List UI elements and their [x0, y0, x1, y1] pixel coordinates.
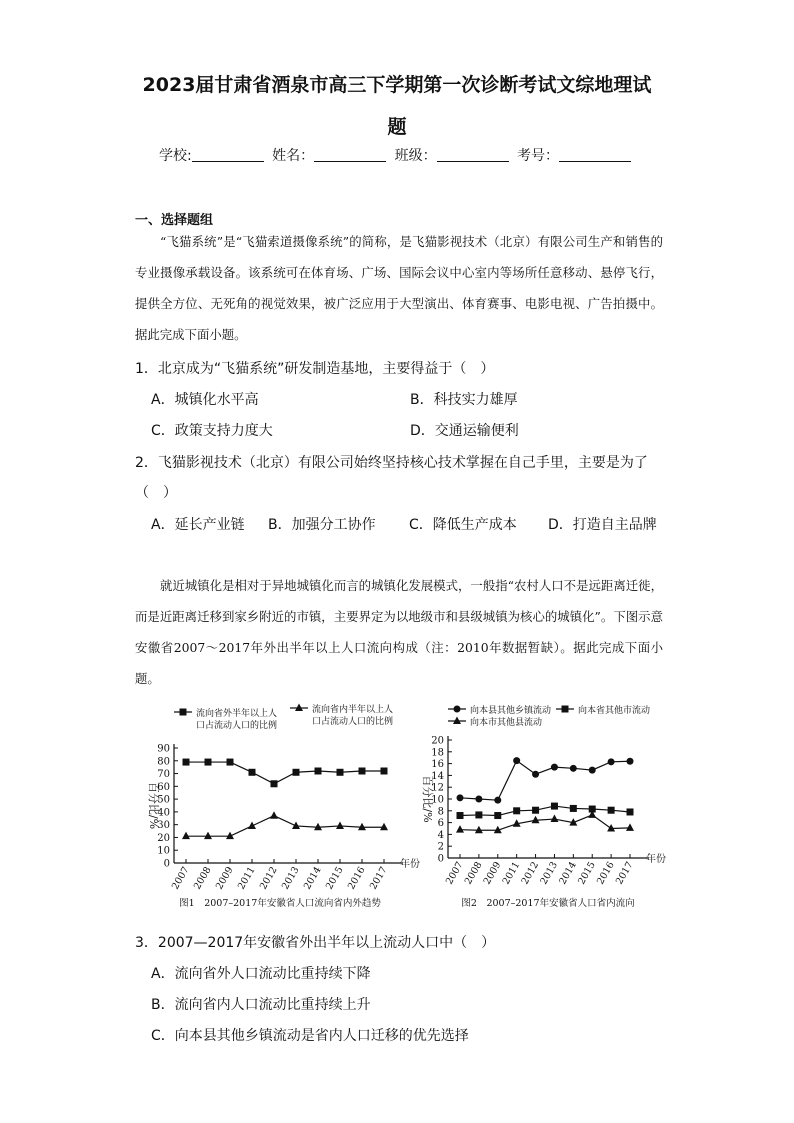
legend-marker-1 — [562, 706, 569, 713]
y-tick-label: 80 — [157, 756, 170, 768]
x-tick-label: 2009 — [213, 865, 236, 892]
q3-option-c[interactable]: C．向本县其他乡镇流动是省内人口迁移的优先选择 — [151, 1028, 469, 1044]
y-tick-label: 12 — [431, 782, 444, 794]
data-point-s0-2013 — [293, 769, 300, 776]
data-point-s2-2016 — [607, 824, 615, 832]
y-tick-label: 14 — [431, 770, 444, 782]
exam-no-blank[interactable] — [559, 147, 631, 162]
x-tick-label: 2017 — [613, 860, 636, 887]
legend-label-1: 向本省其他市流动 — [578, 706, 651, 716]
school-label: 学校: — [158, 148, 192, 164]
question-2-stem-line2: （ ） — [135, 485, 177, 501]
data-point-s0-2007 — [183, 759, 190, 766]
x-tick-label: 2014 — [301, 865, 324, 892]
legend-label-0: 口占流动人口的比例 — [196, 721, 278, 731]
section-title: 一、选择题组 — [135, 213, 214, 228]
data-point-s2-2017 — [626, 823, 634, 831]
x-tick-label: 2013 — [279, 865, 302, 892]
x-tick-label: 2013 — [538, 860, 561, 887]
q1-option-b[interactable]: B．科技实力雄厚 — [410, 392, 518, 408]
data-point-s0-2009 — [227, 759, 234, 766]
exam-no-label: 考号： — [517, 148, 560, 164]
legend-marker-0 — [454, 706, 461, 713]
x-tick-label: 2012 — [257, 865, 280, 892]
q1-option-d[interactable]: D．交通运输便利 — [410, 423, 519, 439]
legend-label-1: 流向省内半年以上人 — [312, 705, 394, 715]
x-tick-label: 2007 — [169, 865, 192, 892]
data-point-s1-2007 — [457, 812, 464, 819]
series-line-1 — [186, 816, 384, 836]
y-tick-label: 70 — [157, 769, 170, 781]
series-line-2 — [460, 815, 630, 830]
data-point-s0-2017 — [381, 768, 388, 775]
legend-marker-1 — [295, 704, 303, 712]
legend-marker-0 — [180, 709, 187, 716]
data-point-s1-2007 — [182, 832, 190, 840]
y-tick-label: 10 — [431, 794, 444, 806]
q1-option-a[interactable]: A．城镇化水平高 — [151, 392, 259, 408]
data-point-s1-2016 — [608, 807, 615, 814]
x-tick-label: 2015 — [323, 865, 346, 892]
x-tick-label: 2011 — [235, 865, 258, 892]
data-point-s1-2017 — [627, 808, 634, 815]
data-point-s1-2013 — [551, 803, 558, 810]
y-tick-label: 60 — [157, 781, 170, 793]
q2-option-d[interactable]: D．打造自主品牌 — [548, 517, 657, 533]
series-line-0 — [460, 761, 630, 801]
data-point-s1-2014 — [570, 805, 577, 812]
y-tick-label: 20 — [431, 735, 444, 747]
data-point-s0-2008 — [475, 796, 482, 803]
legend-label-1: 口占流动人口的比例 — [312, 717, 394, 727]
data-point-s0-2012 — [532, 771, 539, 778]
y-tick-label: 18 — [431, 747, 444, 759]
legend-label-0: 流向省外半年以上人 — [196, 709, 278, 719]
x-tick-label: 2014 — [557, 860, 579, 887]
series-line-1 — [460, 806, 630, 815]
passage-1: “飞猫系统”是“飞猫索道摄像系统”的简称，是飞猫影视技术（北京）有限公司生产和销售的专业摄像承载设备。该系统可在体育场、广场、国际会议中心室内等场所任意移动、悬停飞行，提供全方位、无死角的视觉效果，被广泛应用于大型演出、体育赛事、电影电视、广告拍摄中。据此完成下面小题。 — [135, 234, 663, 342]
chart-caption: 图1 2007–2017年安徽省人口流向省内外趋势 — [179, 898, 381, 909]
legend-label-2: 向本市其他县流动 — [470, 718, 543, 728]
legend-marker-2 — [453, 717, 461, 725]
legend-label-0: 向本县其他乡镇流动 — [470, 706, 552, 716]
passage-2: 就近城镇化是相对于异地城镇化而言的城镇化发展模式，一般指“农村人口不是远距离迁徙，而是近距离迁移到家乡附近的市镇，主要界定为以地级市和县级城镇为核心的城镇化”。下图示意安徽省2007～2017年外出半年以上人口流向构成（注：2010年数据暂缺）。据此完成下面小题。 — [135, 578, 663, 686]
q3-option-a[interactable]: A．流向省外人口流动比重持续下降 — [151, 966, 371, 982]
data-point-s2-2008 — [475, 826, 483, 834]
data-point-s0-2012 — [271, 780, 278, 787]
y-tick-label: 10 — [157, 845, 170, 857]
data-point-s1-2015 — [336, 821, 344, 829]
series-line-0 — [186, 762, 384, 784]
y-tick-label: 0 — [163, 858, 170, 870]
data-point-s1-2011 — [513, 807, 520, 814]
y-tick-label: 2 — [437, 841, 444, 853]
q1-option-c[interactable]: C．政策支持力度大 — [151, 423, 273, 439]
question-2-stem-line1: 2．飞猫影视技术（北京）有限公司始终坚持核心技术掌握在自己手里，主要是为了 — [135, 455, 648, 471]
data-point-s0-2015 — [589, 767, 596, 774]
data-point-s0-2009 — [494, 797, 501, 804]
data-point-s1-2008 — [204, 832, 212, 840]
name-label: 姓名： — [272, 148, 315, 164]
y-tick-label: 8 — [437, 806, 444, 818]
x-tick-label: 2016 — [595, 860, 617, 887]
school-blank[interactable] — [192, 147, 264, 162]
q2-option-a[interactable]: A．延长产业链 — [151, 517, 245, 533]
data-point-s0-2011 — [513, 757, 520, 764]
y-tick-label: 50 — [157, 794, 170, 806]
data-point-s0-2014 — [315, 768, 322, 775]
data-point-s0-2011 — [249, 769, 256, 776]
y-tick-label: 6 — [437, 818, 444, 830]
x-tick-label: 2015 — [576, 860, 598, 887]
data-point-s1-2017 — [380, 823, 388, 831]
student-info-line — [0, 145, 794, 165]
data-point-s0-2007 — [457, 794, 464, 801]
class-blank[interactable] — [437, 147, 509, 162]
chart-1 — [130, 700, 420, 915]
y-tick-label: 4 — [437, 829, 444, 841]
data-point-s1-2009 — [494, 812, 501, 819]
q3-option-b[interactable]: B．流向省内人口流动比重持续上升 — [151, 997, 371, 1013]
question-1-stem: 1．北京成为“飞猫系统”研发制造基地，主要得益于（ ） — [135, 361, 495, 377]
y-tick-label: 20 — [157, 832, 170, 844]
data-point-s0-2014 — [570, 765, 577, 772]
data-point-s2-2007 — [456, 825, 464, 833]
data-point-s0-2013 — [551, 764, 558, 771]
data-point-s1-2012 — [270, 811, 278, 819]
x-tick-label: 2017 — [367, 865, 390, 892]
y-tick-label: 40 — [157, 807, 170, 819]
y-axis-label: 百分比/% — [421, 775, 434, 823]
x-tick-label: 2008 — [462, 860, 485, 887]
x-tick-label: 2007 — [443, 860, 466, 887]
y-tick-label: 0 — [437, 853, 444, 865]
name-blank[interactable] — [314, 147, 386, 162]
y-tick-label: 30 — [157, 820, 170, 832]
class-label: 班级： — [394, 148, 437, 164]
data-point-s0-2017 — [627, 758, 634, 765]
x-tick-label: 2008 — [191, 865, 214, 892]
chart-2 — [418, 700, 678, 915]
document-title-line2: 题 — [387, 116, 407, 138]
data-point-s0-2008 — [205, 759, 212, 766]
data-point-s1-2012 — [532, 807, 539, 814]
data-point-s2-2013 — [550, 815, 558, 823]
x-tick-label: 2016 — [345, 865, 368, 892]
y-axis-label: 百分比/% — [147, 781, 160, 830]
y-tick-label: 16 — [431, 759, 444, 771]
x-tick-label: 2012 — [519, 860, 542, 887]
q2-option-c[interactable]: C．降低生产成本 — [409, 517, 517, 533]
data-point-s0-2016 — [359, 768, 366, 775]
document-title-line1: 2023届甘肃省酒泉市高三下学期第一次诊断考试文综地理试 — [142, 74, 652, 96]
question-3-stem: 3．2007—2017年安徽省外出半年以上流动人口中（ ） — [135, 935, 496, 951]
chart-caption: 图2 2007–2017年安徽省人口省内流向 — [461, 898, 635, 909]
x-axis-label: 年份 — [646, 854, 666, 865]
x-tick-label: 2011 — [500, 860, 523, 887]
q2-option-b[interactable]: B．加强分工协作 — [268, 517, 376, 533]
x-tick-label: 2009 — [481, 860, 504, 887]
data-point-s0-2015 — [337, 769, 344, 776]
data-point-s1-2008 — [475, 811, 482, 818]
x-axis-label: 年份 — [400, 859, 420, 870]
data-point-s0-2016 — [608, 758, 615, 765]
y-tick-label: 90 — [157, 743, 170, 755]
